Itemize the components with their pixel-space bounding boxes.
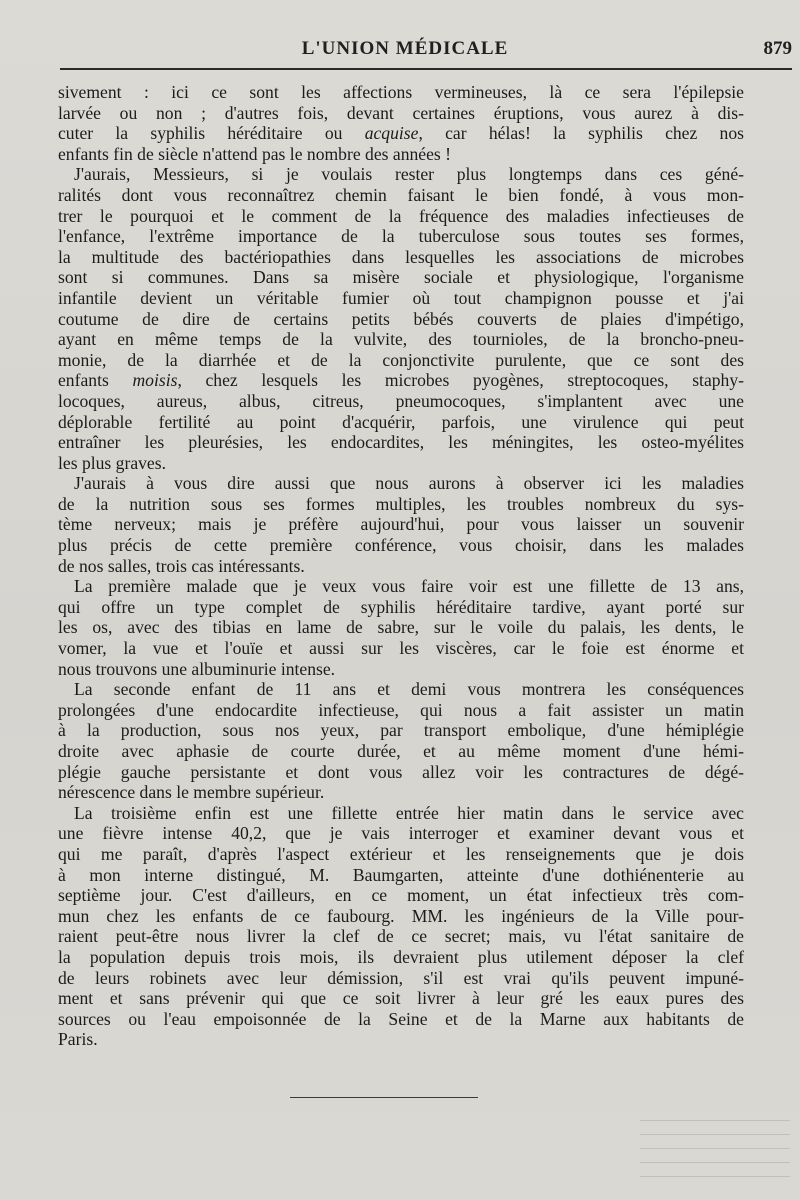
- journal-title: L'UNION MÉDICALE: [301, 38, 509, 59]
- text-line: larvée ou non ; d'autres fois, devant certaines éruptions, vous aurez à dis-: [58, 102, 744, 123]
- text-line: coutume de dire de certains petits bébés couverts de plaies d'impétigo,: [58, 308, 744, 329]
- running-header: [60, 30, 800, 70]
- text-line: vomer, la vue et l'ouïe et aussi sur les viscères, car le foie est énorme et: [58, 638, 744, 659]
- text-line: les plus graves.: [58, 452, 166, 473]
- text-line: nérescence dans le membre supérieur.: [58, 782, 325, 803]
- text-line: monie, de la diarrhée et de la conjonctivite purulente, que ce sont des: [58, 349, 744, 370]
- text-line: trer le pourquoi et le comment de la fréquence des maladies infectieuses de: [58, 205, 744, 226]
- text-line: une fièvre intense 40,2, que je vais interroger et examiner devant vous et: [58, 823, 744, 844]
- text-line: entraîner les pleurésies, les endocardites, les méningites, les osteo-myélites: [58, 432, 744, 453]
- text-line: J'aurais, Messieurs, si je voulais rester plus longtemps dans ces géné-: [74, 164, 744, 185]
- text-line: droite avec aphasie de courte durée, et au même moment d'une hémi-: [58, 741, 744, 761]
- text-line: plus précis de cette première conférence, vous choisir, dans les malades: [58, 535, 744, 556]
- section-end-rule: [290, 1097, 478, 1098]
- text-line: ment et sans prévenir qui que ce soit livrer à leur gré les eaux pures des: [58, 988, 744, 1009]
- text-line: enfants fin de siècle n'attend pas le nombre des années !: [58, 143, 452, 164]
- text-line: de nos salles, trois cas intéressants.: [58, 555, 305, 576]
- text-line: cuter la syphilis héréditaire ou acquise, car hélas! la syphilis chez nos: [58, 123, 744, 144]
- italic-word: moisis: [132, 370, 178, 391]
- text-line: La seconde enfant de 11 ans et demi vous montrera les conséquences: [74, 679, 744, 700]
- text-line: sources ou l'eau empoisonnée de la Seine et de la Marne aux habitants de: [58, 1008, 744, 1029]
- text-line: la multitude des bactériopathies dans lesquelles les associations de microbes: [58, 246, 744, 267]
- text-line: de la nutrition sous ses formes multiples, les troubles nombreux du sys-: [58, 493, 744, 514]
- text-line: sont si communes. Dans sa misère sociale et physiologique, l'organisme: [58, 267, 744, 288]
- text-line: J'aurais à vous dire aussi que nous aurons à observer ici les maladies: [74, 473, 744, 494]
- body-text: [58, 82, 744, 1050]
- text-line: La troisième enfin est une fillette entrée hier matin dans le service avec: [74, 802, 744, 823]
- text-line: nous trouvons une albuminurie intense.: [58, 658, 336, 679]
- text-line: infantile devient un véritable fumier où tout champignon pousse et j'ai: [58, 287, 744, 308]
- text-line: sivement : ici ce sont les affections vermineuses, là ce sera l'épilepsie: [58, 82, 744, 102]
- text-line: septième jour. C'est d'ailleurs, en ce moment, un état infectieux très com-: [58, 885, 744, 906]
- text-line: Paris.: [58, 1029, 98, 1050]
- text-line: plégie gauche persistante et dont vous allez voir les contractures de dégé-: [58, 761, 744, 782]
- text-line: locoques, aureus, albus, citreus, pneumocoques, s'implantent avec une: [58, 390, 744, 411]
- text-line: mun chez les enfants de ce faubourg. MM. les ingénieurs de la Ville pour-: [58, 905, 744, 926]
- page-number: 879: [763, 38, 792, 59]
- header-rule: [60, 68, 792, 70]
- text-line: tème nerveux; mais je préfère aujourd'hui, pour vous laisser un souvenir: [58, 514, 744, 535]
- text-line: à la production, sous nos yeux, par transport embolique, d'une hémiplégie: [58, 720, 744, 741]
- text-line: la population depuis trois mois, ils devraient plus utilement déposer la clef: [58, 946, 744, 967]
- text-line: de leurs robinets avec leur démission, s'il est vrai qu'ils peuvent impuné-: [58, 967, 744, 988]
- text-line: raient peut-être nous livrer la clef de ce secret; mais, vu l'état sanitaire de: [58, 926, 744, 947]
- text-line: déplorable fertilité au point d'acquérir, parfois, une virulence qui peut: [58, 411, 744, 432]
- text-line: qui offre un type complet de syphilis héréditaire tardive, ayant porté sur: [58, 596, 744, 617]
- show-through-texture: [640, 1120, 790, 1180]
- text-line: les os, avec des tibias en lame de sabre, sur le voile du palais, les dents, le: [58, 617, 744, 638]
- text-line: enfants moisis, chez lesquels les microbes pyogènes, streptocoques, staphy-: [58, 370, 744, 391]
- text-line: qui me paraît, d'après l'aspect extérieur et les renseignements que je dois: [58, 843, 744, 864]
- text-line: prolongées d'une endocardite infectieuse, qui nous a fait assister un matin: [58, 699, 744, 720]
- text-line: La première malade que je veux vous faire voir est une fillette de 13 ans,: [74, 576, 744, 597]
- text-line: ayant en même temps de la vulvite, des tournioles, de la broncho-pneu-: [58, 329, 744, 350]
- text-line: ralités dont vous reconnaîtrez chemin faisant le bien fondé, à vous mon-: [58, 184, 744, 205]
- text-line: à mon interne distingué, M. Baumgarten, atteinte d'une dothiénenterie au: [58, 864, 744, 885]
- text-line: l'enfance, l'extrême importance de la tuberculose sous toutes ses formes,: [58, 226, 744, 247]
- italic-word: acquise: [364, 123, 419, 144]
